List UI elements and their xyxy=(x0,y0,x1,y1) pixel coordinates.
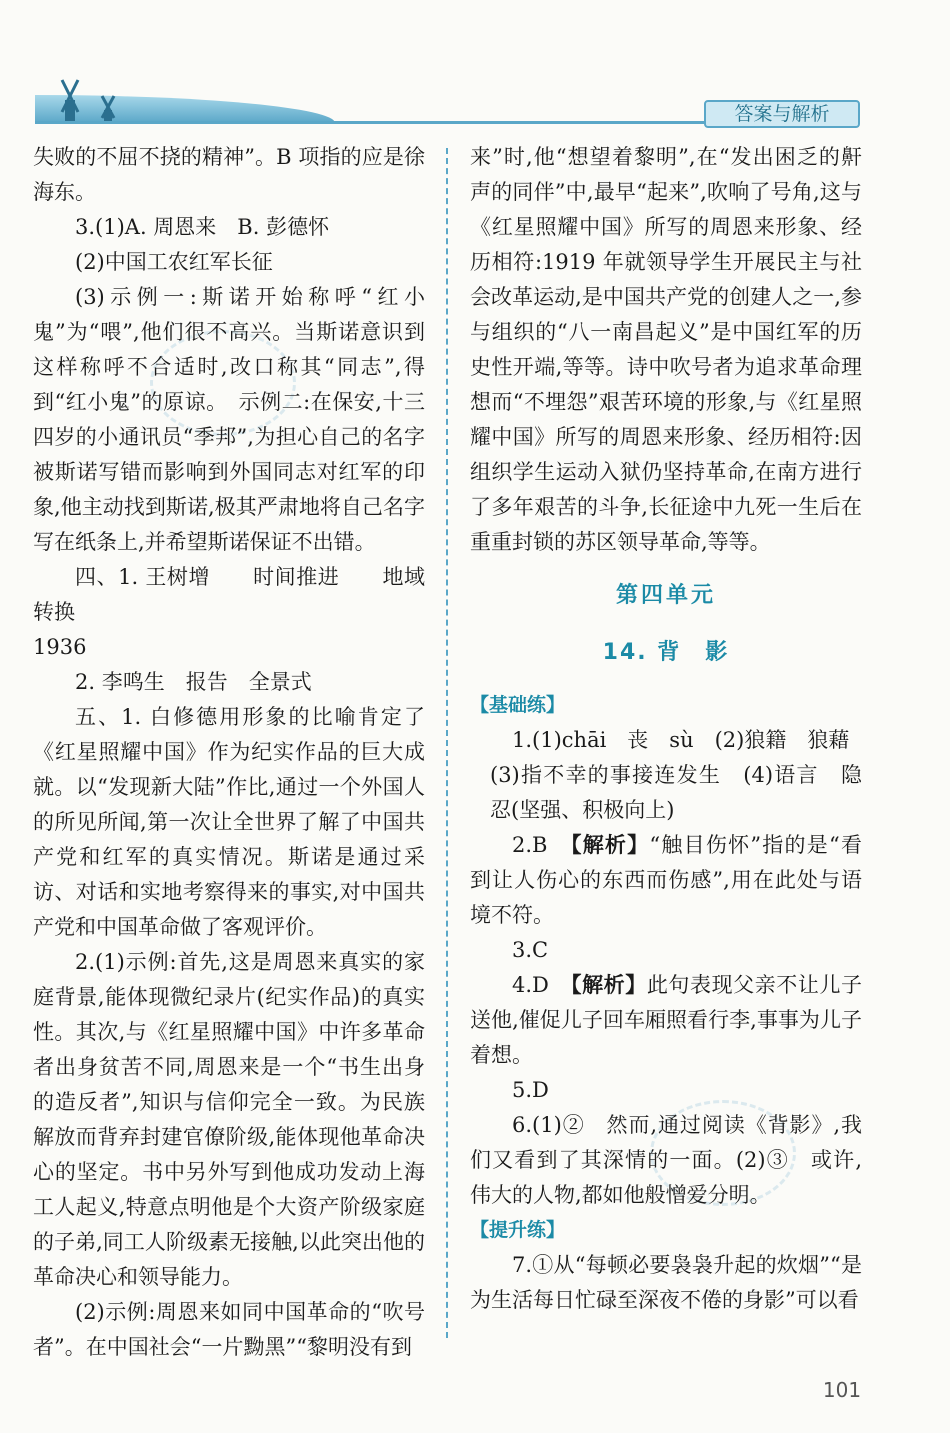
answer-number: 4.D xyxy=(512,973,549,997)
section-heading-basic: 【基础练】 xyxy=(470,694,566,716)
answer-4 xyxy=(470,968,862,1073)
paragraph: 四、1. 王树增 时间推进 地域转换 xyxy=(33,565,425,624)
paragraph: (3)示例一:斯诺开始称呼“红小鬼”为“喂”,他们很不高兴。当斯诺意识到这样称呼不合适时,改口称其“同志”,得到“红小鬼”的原谅。 示例二:在保安,十三四岁的小通讯员“季邦”,为担心自己的名字被斯诺写错而影响到外国同志对红军的印象,他主动找到斯诺,极其严肃地将自己名字写在纸条上,并希望斯诺保证不出错。 xyxy=(33,285,425,554)
section-tag: 答案与解析 xyxy=(704,100,860,128)
answer-6: 6.(1)② 然而,通过阅读《背影》,我们又看到了其深情的一面。(2)③ 或许,伟大的人物,都如他般憎爱分明。 xyxy=(470,1113,862,1207)
answer-number: 2.B xyxy=(512,833,548,857)
answer-2 xyxy=(470,828,862,933)
analysis-text: “触目伤怀”指的是“看到让人伤心的东西而伤感”,用在此处与语境不符。 xyxy=(470,833,862,927)
lesson-title: 14. 背 影 xyxy=(602,640,730,665)
answer-1a: 1.(1)chāi 丧 sù (2)狼籍 狼藉 xyxy=(512,728,850,752)
analysis-label: 【解析】 xyxy=(570,833,650,857)
answer-1b: (3)指不幸的事接连发生 (4)语言 隐忍(坚强、积极向上) xyxy=(490,763,862,822)
paragraph: 失败的不屈不挠的精神”。B 项指的应是徐海东。 xyxy=(33,145,425,204)
answer-7: 7.①从“每顿必要袅袅升起的炊烟”“是为生活每日忙碌至深夜不倦的身影”可以看 xyxy=(470,1253,862,1312)
paragraph: 2. 李鸣生 报告 全景式 xyxy=(75,670,312,694)
windmill-icon xyxy=(40,78,135,126)
column-divider xyxy=(446,148,448,1338)
right-column xyxy=(470,140,862,1318)
paragraph: 1936 xyxy=(33,635,87,659)
answer-3: 3.C xyxy=(512,938,549,962)
paragraph: 3.(1)A. 周恩来 B. 彭德怀 xyxy=(75,215,330,239)
paragraph: 来”时,他“想望着黎明”,在“发出困乏的鼾声的同伴”中,最早“起来”,吹响了号角,这与《红星照耀中国》所写的周恩来形象、经历相符:1919 年就领导学生开展民主与社会改革运动,是中国共产党的创建人之一,参与组织的“八一南昌起义”是中国红军的历史性开端,等等。诗中吹号者为追求革命理想而“不埋怨”艰苦环境的形象,与《红星照耀中国》所写的周恩来形象、经历相符:因组织学生运动入狱仍坚持革命,在南方进行了多年艰苦的斗争,长征途中九死一生后在重重封锁的苏区领导革命,等等。 xyxy=(470,145,862,554)
paragraph: 五、1. 白修德用形象的比喻肯定了《红星照耀中国》作为纪实作品的巨大成就。以“发现新大陆”作比,通过一个外国人的所见所闻,第一次让全世界了解了中国共产党和红军的真实情况。斯诺是通过采访、对话和实地考察得来的事实,对中国共产党和中国革命做了客观评价。 xyxy=(33,705,425,939)
paragraph: 2.(1)示例:首先,这是周恩来真实的家庭背景,能体现微纪录片(纪实作品)的真实性。其次,与《红星照耀中国》中许多革命者出身贫苦不同,周恩来是一个“书生出身的造反者”,知识与信仰完全一致。为民族解放而背弃封建官僚阶级,能体现他革命决心的坚定。书中另外写到他成功发动上海工人起义,特意点明他是个大资产阶级家庭的子弟,同工人阶级素无接触,以此突出他的革命决心和领导能力。 xyxy=(33,950,425,1289)
left-column xyxy=(33,140,425,1365)
analysis-text: 此句表现父亲不让儿子送他,催促儿子回车厢照看行李,事事为儿子着想。 xyxy=(470,973,863,1067)
answer-5: 5.D xyxy=(512,1078,549,1102)
paragraph: (2)中国工农红军长征 xyxy=(75,250,273,274)
page-header xyxy=(0,0,950,140)
analysis-label: 【解析】 xyxy=(571,973,647,997)
unit-title: 第四单元 xyxy=(615,583,716,608)
page-number: 101 xyxy=(822,1378,862,1402)
section-heading-advanced: 【提升练】 xyxy=(470,1219,566,1241)
paragraph: (2)示例:周恩来如同中国革命的“吹号者”。在中国社会“一片黝黑”“黎明没有到 xyxy=(33,1300,425,1359)
